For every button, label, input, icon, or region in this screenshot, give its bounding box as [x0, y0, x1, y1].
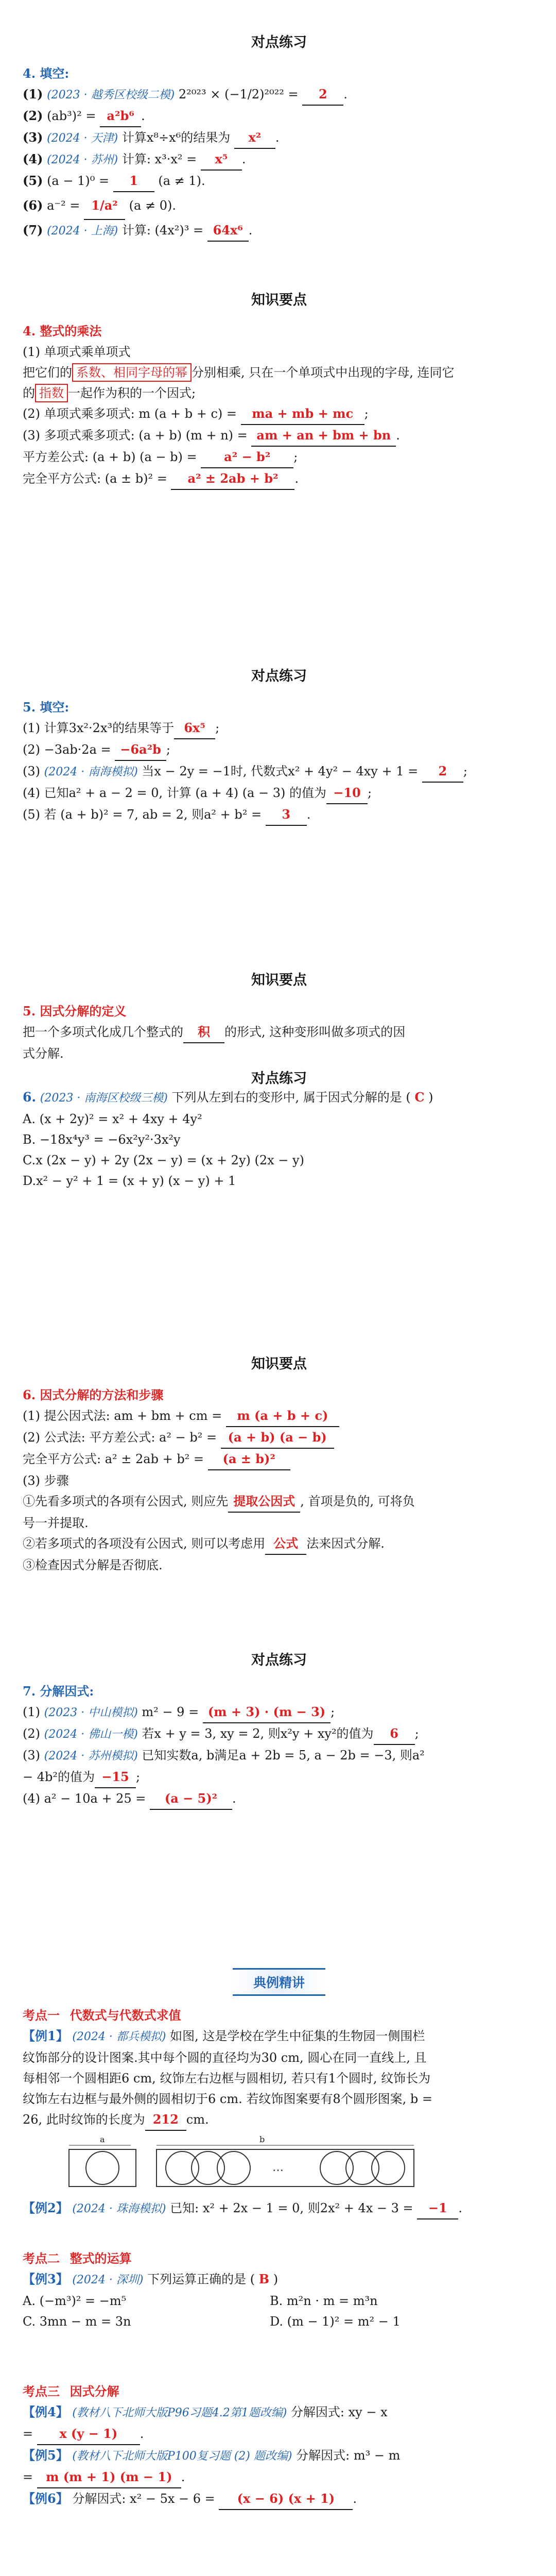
frame-single	[69, 2149, 136, 2187]
fill-item: (2) −3ab·2a = −6a²b ;	[23, 739, 535, 761]
option-d: D.x² − y² + 1 = (x + y) (x − y) + 1	[23, 1174, 236, 1188]
circle	[372, 2151, 405, 2184]
answer-blank: (a − 5)²	[150, 1788, 232, 1810]
options-row: A. (−m³)² = −m⁵ B. m²n · m = m³n	[23, 2294, 378, 2308]
text-line: 把它们的 系数、相同字母的幂 分别相乘, 只在一个单项式中出现的字母, 连同它	[23, 362, 535, 383]
circle	[320, 2151, 353, 2184]
fill-item: (3) (2024 · 南海模拟) 当x − 2y = −1时, 代数式x² + 4y² − 4xy + 1 = 2 ;	[23, 761, 535, 783]
knowledge-block-2	[23, 969, 535, 1191]
circle	[86, 2151, 119, 2184]
option-a: A. (x + 2y)² = x² + 4xy + 4y²	[23, 1112, 202, 1126]
example-5: 【例5】 (教材八下北师大版P100复习题 (2) 题改编) 分解因式: m³ − m	[23, 2448, 401, 2463]
text-line: 26, 此时纹饰的长度为 212 cm.	[23, 2109, 535, 2131]
answer-blank: 提取公因式	[228, 1491, 300, 1513]
answer-blank: x²	[234, 127, 275, 149]
option-c: C.x (2x − y) + 2y (2x − y) = (x + 2y) (2x − y)	[23, 1153, 304, 1167]
topic-header: 考点一 代数式与代数式求值	[23, 2008, 181, 2023]
text-line: (2) 公式法: 平方差公式: a² − b² = (a + b) (a − b)	[23, 1427, 535, 1449]
answer-blank: 6x⁵	[174, 718, 215, 739]
answer-blank: 64x⁶	[207, 220, 249, 242]
text-line: (1) 单项式乘单项式	[23, 345, 131, 359]
fill-item: (3) (2024 · 天津) 计算x⁸÷x⁶的结果为 x² .	[23, 127, 535, 149]
label-b: b	[259, 2135, 265, 2144]
section-heading: 对点练习	[251, 1071, 307, 1087]
example-1: 【例1】 (2024 · 都兵模拟) 如图, 这是学校在学生中征集的生物园一侧围栏	[23, 2028, 425, 2043]
examples-block	[23, 1968, 535, 2576]
answer-blank: −10	[326, 783, 368, 804]
answer-blank: ma + mb + mc	[241, 403, 364, 425]
fence-figure	[64, 2135, 535, 2194]
examples-ribbon: 典例精讲	[23, 1968, 535, 1996]
example-2: 【例2】 (2024 · 珠海模拟) 已知: x² + 2x − 1 = 0, 则2x² + 4x − 3 = −1 .	[23, 2198, 535, 2219]
answer-blank: a² − b²	[201, 447, 293, 468]
answer-blank: am + an + bm + bn	[251, 425, 396, 447]
answer-blank: 1	[113, 171, 154, 192]
fill-item: − 4b²的值为 −15 ;	[23, 1767, 535, 1788]
fill-item: (4) a² − 10a + 25 = (a − 5)² .	[23, 1788, 535, 1810]
text-line: 号一并提取.	[23, 1516, 89, 1530]
fill-item: (2) (ab³)² = a²b⁶ .	[23, 106, 535, 127]
fill-item: (5) (a − 1)⁰ = 1 (a ≠ 1).	[23, 171, 535, 192]
topic-header: 考点二 整式的运算	[23, 2251, 132, 2266]
answer-blank: 212	[145, 2109, 186, 2131]
practice-block-2	[23, 665, 535, 826]
ellipsis: …	[272, 2161, 284, 2174]
answer-blank: x (y − 1)	[37, 2424, 140, 2445]
fill-item: (1) 计算3x²·2x³的结果等于 6x⁵ ;	[23, 718, 535, 739]
answer-blank: 积	[183, 1022, 224, 1043]
option-b: B. −18x⁴y³ = −6x²y²·3x²y	[23, 1132, 181, 1147]
fill-item: (4) (2024 · 苏州) 计算: x³·x² = x⁵ .	[23, 149, 535, 171]
answer-blank: x⁵	[201, 149, 242, 171]
text-line: 纹饰部分的设计图案.其中每个圆的直径均为30 cm, 圆心在同一直线上, 且	[23, 2050, 427, 2065]
question-label: 5. 填空:	[23, 700, 70, 715]
answer-blank: m (a + b + c)	[226, 1405, 339, 1427]
answer-blank: 2	[302, 84, 343, 106]
text-line: 纹饰左右边框与最外侧的圆相切于6 cm. 若纹饰图案要有8个圆形图案, b =	[23, 2092, 432, 2106]
answer-box: 指数	[35, 384, 68, 402]
answer-blank: −1	[417, 2198, 458, 2219]
section-heading: 对点练习	[251, 668, 307, 684]
section-heading: 知识要点	[251, 292, 307, 308]
answer-blank: 1/a²	[84, 192, 125, 220]
text-line: 完全平方公式: a² ± 2ab + b² = (a ± b)²	[23, 1449, 535, 1470]
section-heading: 知识要点	[251, 972, 307, 988]
frame-multi	[157, 2149, 414, 2187]
example-6: 【例6】 分解因式: x² − 5x − 6 = (x − 6) (x + 1) .	[23, 2488, 535, 2510]
answer-blank: (m + 3) · (m − 3)	[203, 1702, 331, 1723]
answer-blank: 公式	[265, 1533, 306, 1555]
answer-blank: −15	[95, 1767, 136, 1788]
text-line: = x (y − 1) .	[23, 2424, 535, 2445]
answer-box: 系数、相同字母的幂	[72, 363, 192, 382]
fill-item: (2) (2024 · 佛山一模) 若x + y = 3, xy = 2, 则x²y + xy²的值为 6 ;	[23, 1723, 535, 1745]
circle	[217, 2151, 250, 2184]
knowledge-block-3	[23, 1352, 535, 1575]
text-line: (2) 单项式乘多项式: m (a + b + c) = ma + mb + mc ;	[23, 403, 535, 425]
fence-diagram	[64, 2135, 424, 2192]
text-line: 平方差公式: (a + b) (a − b) = a² − b² ;	[23, 447, 535, 468]
text-line: 的 指数 一起作为积的一个因式;	[23, 383, 535, 403]
text-line: = m (m + 1) (m − 1) .	[23, 2467, 535, 2488]
answer-blank: 6	[374, 1723, 415, 1745]
text-line: 完全平方公式: (a ± b)² = a² ± 2ab + b² .	[23, 468, 535, 490]
fill-item: (7) (2024 · 上海) 计算: (4x²)³ = 64x⁶ .	[23, 220, 535, 242]
knowledge-title: 6. 因式分解的方法和步骤	[23, 1387, 164, 1402]
knowledge-title: 4. 整式的乘法	[23, 324, 102, 338]
label-a: a	[100, 2135, 105, 2144]
answer-blank: a² ± 2ab + b²	[171, 468, 294, 490]
text-line: (3) 多项式乘多项式: (a + b) (m + n) = am + an + bm + bn .	[23, 425, 535, 447]
circle	[346, 2151, 379, 2184]
fill-item: (3) (2024 · 苏州模拟) 已知实数a, b满足a + 2b = 5, a − 2b = −3, 则a²	[23, 1748, 425, 1762]
text-line: ①先看多项式的各项有公因式, 则应先 提取公因式 , 首项是负的, 可将负	[23, 1491, 535, 1513]
text-line: ③检查因式分解是否彻底.	[23, 1558, 163, 1572]
answer-blank: 2	[422, 761, 463, 783]
practice-block-4	[23, 1649, 535, 1810]
section-heading: 对点练习	[251, 1652, 307, 1668]
question-line: 6. (2023 · 南海区校级三模) 下列从左到右的变形中, 属于因式分解的是 ( C )	[23, 1090, 433, 1105]
example-3: 【例3】 (2024 · 深圳) 下列运算正确的是 ( B )	[23, 2272, 279, 2286]
options-row: C. 3mn − m = 3n D. (m − 1)² = m² − 1	[23, 2314, 401, 2329]
text-line: (3) 步骤	[23, 1473, 69, 1488]
question-label: 4. 填空:	[23, 66, 70, 81]
section-heading: 知识要点	[251, 1356, 307, 1372]
text-line: 式分解.	[23, 1046, 64, 1061]
text-line: 每相邻一个圆相距6 cm, 纹饰左右边框与圆相切, 若只有1个圆时, 纹饰长为	[23, 2071, 431, 2086]
knowledge-block-1	[23, 289, 535, 490]
text-line: 把一个多项式化成几个整式的 积 的形式, 这种变形叫做多项式的因	[23, 1022, 535, 1043]
text-line: ②若多项式的各项没有公因式, 则可以考虑用 公式 法来因式分解.	[23, 1533, 535, 1555]
answer-blank: 3	[266, 804, 307, 826]
topic-header: 考点三 因式分解	[23, 2384, 119, 2399]
answer-blank: −6a²b	[115, 739, 166, 761]
text-line: (1) 提公因式法: am + bm + cm = m (a + b + c)	[23, 1405, 535, 1427]
knowledge-title: 5. 因式分解的定义	[23, 1004, 127, 1019]
answer-blank: m (m + 1) (m − 1)	[37, 2467, 181, 2488]
fill-item: (1) (2023 · 越秀区校级二模) 2²⁰²³ × (−1/2)²⁰²² = 2 .	[23, 84, 535, 106]
answer-blank: (a ± b)²	[208, 1449, 290, 1470]
answer-blank: a²b⁶	[100, 106, 141, 127]
question-label: 7. 分解因式:	[23, 1684, 94, 1699]
example-4: 【例4】 (教材八下北师大版P96习题4.2第1题改编) 分解因式: xy − x	[23, 2404, 388, 2419]
circle	[192, 2151, 224, 2184]
fill-item: (6) a⁻² = 1/a² (a ≠ 0).	[23, 192, 535, 220]
fill-item: (4) 已知a² + a − 2 = 0, 计算 (a + 4) (a − 3) 的值为 −10 ;	[23, 783, 535, 804]
answer-blank: (a + b) (a − b)	[221, 1427, 334, 1449]
circle	[166, 2151, 199, 2184]
fill-item: (5) 若 (a + b)² = 7, ab = 2, 则a² + b² = 3 .	[23, 804, 535, 826]
section-heading: 对点练习	[251, 35, 307, 50]
answer-blank: (x − 6) (x + 1)	[219, 2488, 353, 2510]
practice-block-1	[23, 31, 535, 242]
fill-item: (1) (2023 · 中山模拟) m² − 9 = (m + 3) · (m − 3) ;	[23, 1702, 535, 1723]
